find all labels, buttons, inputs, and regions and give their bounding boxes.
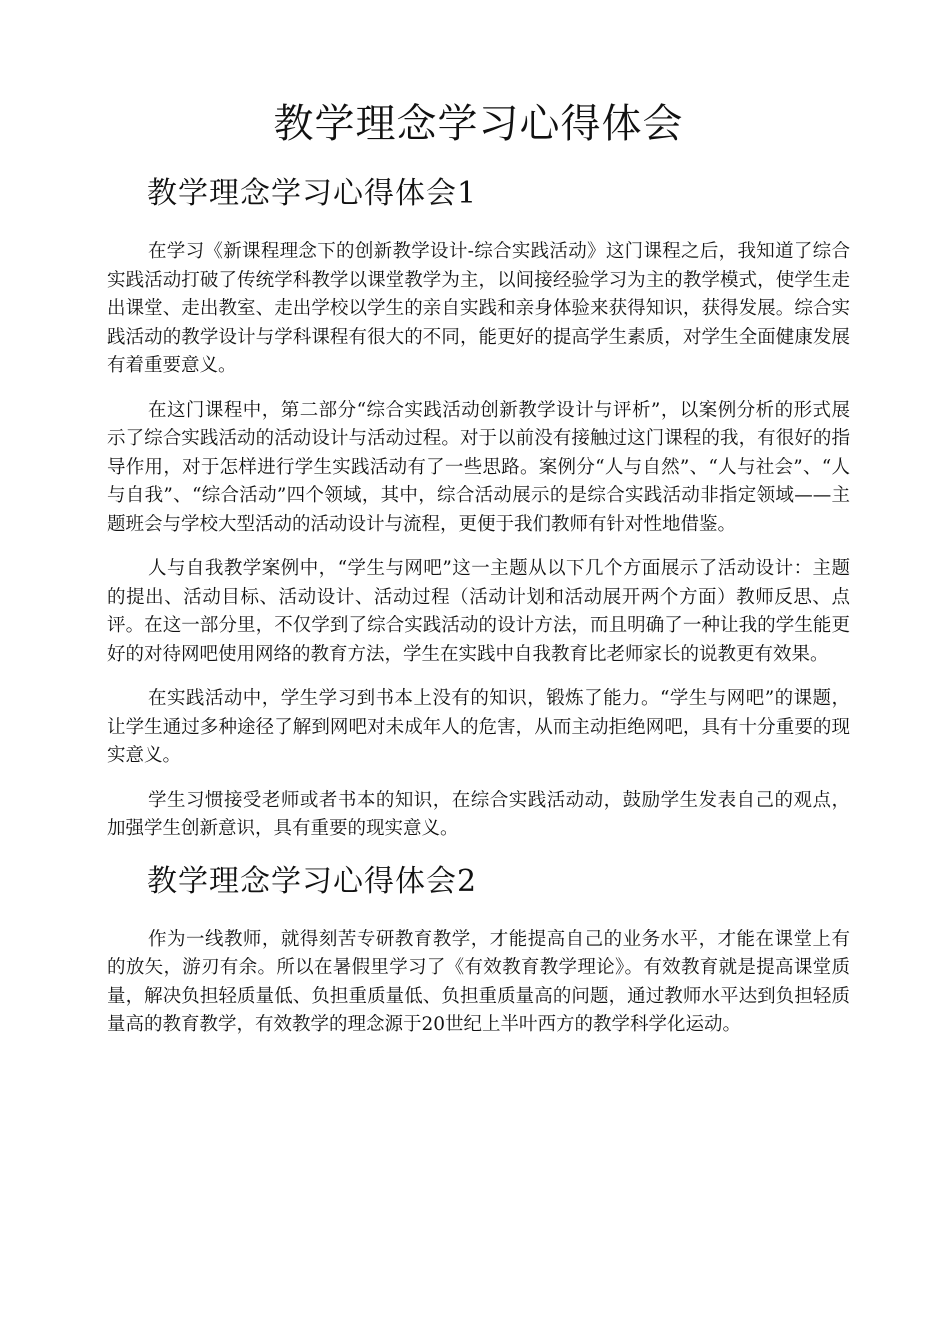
section-heading: 教学理念学习心得体会1 bbox=[147, 176, 478, 211]
document-title: 教学理念学习心得体会 bbox=[273, 101, 684, 147]
paragraph: 在这门课程中，第二部分“综合实践活动创新教学设计与评析”，以案例分析的形式展示了综合实践活动的活动设计与活动过程。对于以前没有接触过这门课程的我，有很好的指导作用，对于怎样进行学生实践活动有了一些思路。案例分“人与自然”、“人与社会”、“人与自我”、“综合活动”四个领域，其中，综合活动展示的是综合实践活动非指定领域——主题班会与学校大型活动的活动设计与流程，更便于我们教师有针对性地借鉴。 bbox=[107, 399, 850, 535]
paragraph: 在学习《新课程理念下的创新教学设计-综合实践活动》这门课程之后，我知道了综合实践活动打破了传统学科教学以课堂教学为主，以间接经验学习为主的教学模式，使学生走出课堂、走出教室、走出学校以学生的亲自实践和亲身体验来获得知识，获得发展。综合实践活动的教学设计与学科课程有很大的不同，能更好的提高学生素质，对学生全面健康发展有着重要意义。 bbox=[107, 241, 850, 376]
section-heading: 教学理念学习心得体会2 bbox=[147, 863, 478, 899]
paragraph: 学生习惯接受老师或者书本的知识，在综合实践活动动，鼓励学生发表自己的观点，加强学生创新意识，具有重要的现实意义。 bbox=[107, 789, 850, 839]
section-1 bbox=[107, 172, 850, 844]
paragraph: 人与自我教学案例中，“学生与网吧”这一主题从以下几个方面展示了活动设计：主题的提出、活动目标、活动设计、活动过程（活动计划和活动展开两个方面）教师反思、点评。在这一部分里，不仅学到了综合实践活动的设计方法，而且明确了一种让我的学生能更好的对待网吧使用网络的教育方法，学生在实践中自我教育比老师家长的说教更有效果。 bbox=[107, 558, 850, 665]
section-2 bbox=[107, 860, 850, 1040]
paragraph: 在实践活动中，学生学习到书本上没有的知识，锻炼了能力。“学生与网吧”的课题，让学生通过多种途径了解到网吧对未成年人的危害，从而主动拒绝网吧，具有十分重要的现实意义。 bbox=[107, 688, 850, 766]
paragraph: 作为一线教师，就得刻苦专研教育教学，才能提高自己的业务水平，才能在课堂上有的放矢，游刃有余。所以在暑假里学习了《有效教育教学理论》。有效教育就是提高课堂质量，解决负担轻质量低、负担重质量低、负担重质量高的问题，通过教师水平达到负担轻质量高的教育教学，有效教学的理念源于20世纪上半叶西方的教学科学化运动。 bbox=[107, 928, 850, 1035]
